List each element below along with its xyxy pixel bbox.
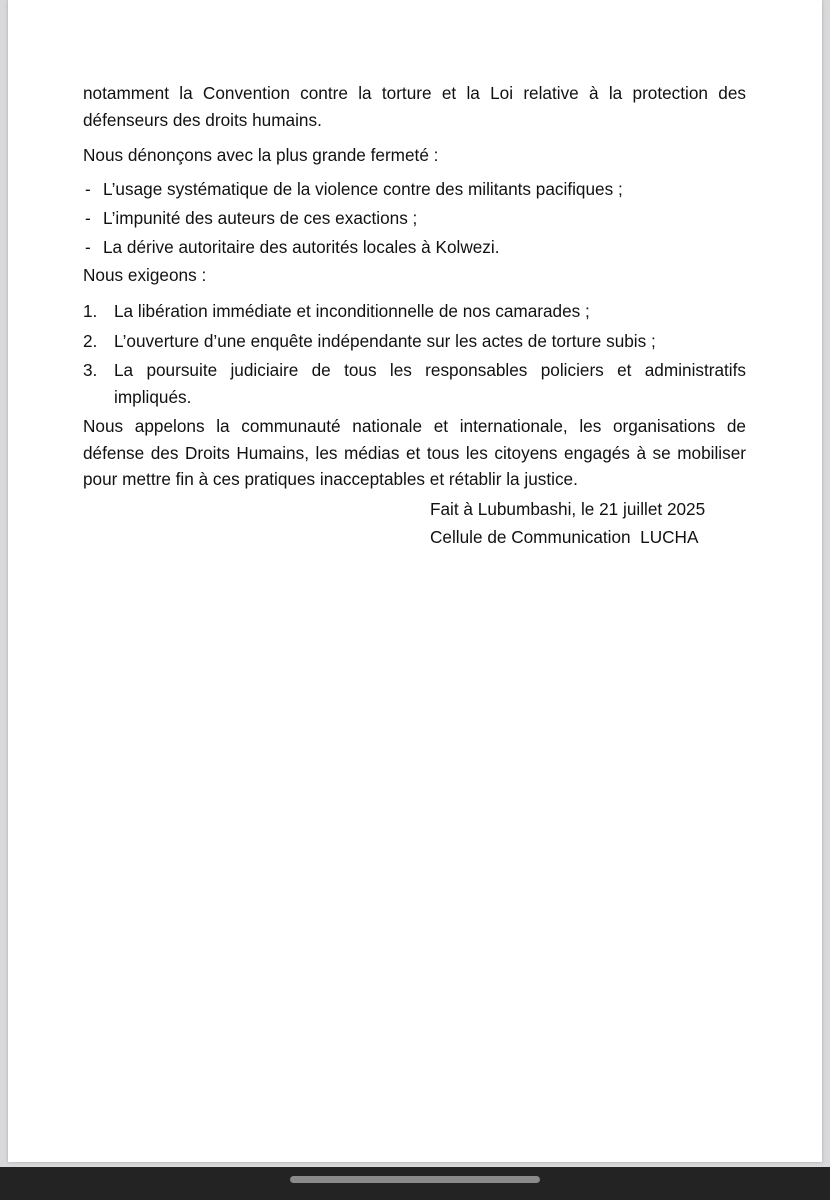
demand-list bbox=[83, 298, 746, 410]
list-number: 3. bbox=[83, 360, 98, 380]
list-item bbox=[83, 233, 746, 262]
list-number: 1. bbox=[83, 301, 98, 321]
list-item-text: L’usage systématique de la violence contre des militants pacifiques ; bbox=[103, 178, 623, 199]
list-item-text: L’impunité des auteurs de ces exactions ; bbox=[103, 207, 418, 228]
bullet-dash: - bbox=[85, 207, 91, 228]
signature-author: Cellule de Communication LUCHA bbox=[430, 527, 699, 547]
bullet-dash: - bbox=[85, 178, 91, 199]
list-item bbox=[83, 298, 746, 325]
demand-heading: Nous exigeons : bbox=[83, 264, 207, 285]
list-item-text: La dérive autoritaire des autorités locales à Kolwezi. bbox=[103, 236, 500, 257]
home-indicator[interactable] bbox=[290, 1176, 540, 1183]
list-item-text: L’ouverture d’une enquête indépendante sur les actes de torture subis ; bbox=[114, 330, 656, 351]
bullet-dash: - bbox=[85, 236, 91, 257]
list-item bbox=[83, 204, 746, 233]
list-number: 2. bbox=[83, 330, 98, 351]
list-item bbox=[83, 357, 746, 410]
appeal-paragraph: Nous appelons la communauté nationale et internationale, les organisations de défense des Droits Humains, les médias et tous les citoyens engagés à se mobiliser pour mettre fin à ces pratiques inacceptables et rétablir la justice. bbox=[83, 416, 746, 489]
document-body bbox=[83, 80, 746, 493]
document-page bbox=[8, 0, 822, 1162]
denounce-list bbox=[83, 175, 746, 262]
list-item bbox=[83, 328, 746, 355]
denounce-heading: Nous dénonçons avec la plus grande fermeté : bbox=[83, 145, 439, 165]
signature-block bbox=[430, 495, 705, 551]
bottom-bar bbox=[0, 1167, 830, 1200]
intro-paragraph: notamment la Convention contre la torture et la Loi relative à la protection des défenseurs des droits humains. bbox=[83, 83, 746, 130]
list-item-text: La libération immédiate et inconditionnelle de nos camarades ; bbox=[114, 301, 590, 321]
list-item-text: La poursuite judiciaire de tous les responsables policiers et administratifs impliqués. bbox=[114, 360, 746, 407]
list-item bbox=[83, 175, 746, 204]
place-date: Fait à Lubumbashi, le 21 juillet 2025 bbox=[430, 499, 706, 519]
